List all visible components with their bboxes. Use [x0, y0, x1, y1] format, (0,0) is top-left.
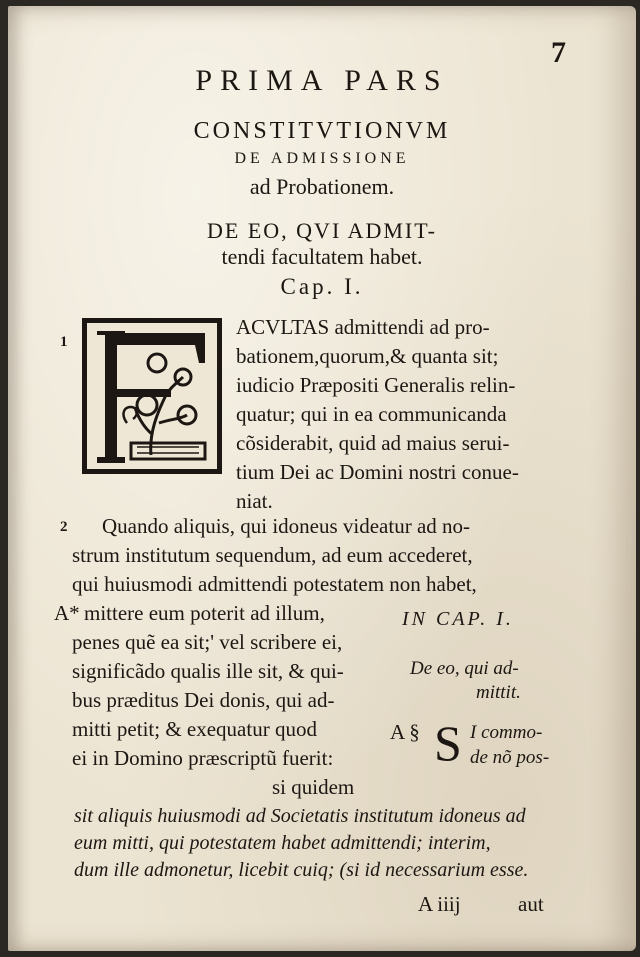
paragraph-2-line-6: significãdo qualis ille sit, & qui- — [72, 659, 344, 683]
paragraph-2-line-5: penes quẽ ea sit;' vel scribere ei, — [72, 630, 343, 654]
paragraph-2-line-2: strum institutum sequendum, ad eum accederet, — [72, 543, 473, 567]
paragraph-2-line-8: mitti petit; & exequatur quod — [72, 717, 317, 741]
margin-note-initial: S — [434, 715, 462, 771]
catchword: aut — [518, 892, 544, 916]
margin-note-marker: A § — [390, 720, 420, 744]
paragraph-2-line-9: ei in Domino præscriptũ fuerit: — [72, 746, 334, 770]
signature-mark: A iiij — [418, 892, 461, 916]
paragraph-1-line-2: bationem,quorum,& quanta sit; — [236, 344, 499, 368]
paragraph-2-line-1: Quando aliquis, qui idoneus videatur ad no- — [102, 514, 471, 538]
paragraph-1-line-7: niat. — [236, 489, 273, 513]
italic-line-3: dum ille admonetur, licebit cuiq; (si id necessarium esse. — [74, 859, 529, 881]
folio-number: 7 — [551, 36, 566, 69]
italic-line-1: sit aliquis huiusmodi ad Societatis institutum idoneus ad — [74, 805, 526, 827]
decorated-initial-f-icon — [82, 318, 222, 474]
title-line-3: DE ADMISSIONE — [234, 150, 410, 167]
margin-note-line-2: mittit. — [476, 682, 521, 703]
title-line-4: ad Probationem. — [249, 174, 395, 199]
paragraph-2-marker: A* — [54, 601, 80, 625]
margin-note-line-4: de nõ pos- — [470, 747, 550, 768]
paragraph-1-line-3: iudicio Præpositi Generalis relin- — [236, 373, 516, 397]
paragraph-2-line-7: bus præditus Dei donis, qui ad- — [72, 688, 335, 712]
margin-note-line-1: De eo, qui ad- — [410, 658, 519, 679]
paragraph-2-line-3: qui huiusmodi admittendi potestatem non habet, — [72, 572, 477, 596]
book-page — [8, 6, 636, 951]
paragraph-2-line-4: mittere eum poterit ad illum, — [84, 601, 325, 625]
paragraph-1-line-6: tium Dei ac Domini nostri conue- — [236, 460, 519, 484]
paragraph-2-line-10: si quidem — [272, 775, 355, 799]
paragraph-1-line-1: ACVLTAS admittendi ad pro- — [236, 315, 490, 339]
title-line-1: PRIMA PARS — [195, 64, 449, 97]
paragraph-1-line-4: quatur; qui in ea communicanda — [236, 402, 507, 426]
italic-line-2: eum mitti, qui potestatem habet admittendi; interim, — [74, 832, 491, 854]
paragraph-number-1: 1 — [60, 334, 68, 350]
section-title-line-1: DE EO, QVI ADMIT- — [207, 218, 437, 243]
section-title-line-2: tendi facultatem habet. — [221, 244, 423, 269]
margin-note-heading: IN CAP. I. — [402, 608, 514, 630]
chapter-heading: Cap. I. — [280, 274, 364, 299]
paragraph-1-line-5: cõsiderabit, quid ad maius serui- — [236, 431, 510, 455]
margin-note-line-3: I commo- — [470, 722, 543, 743]
title-line-2: CONSTITVTIONVM — [193, 118, 451, 144]
paragraph-number-2: 2 — [60, 519, 68, 535]
